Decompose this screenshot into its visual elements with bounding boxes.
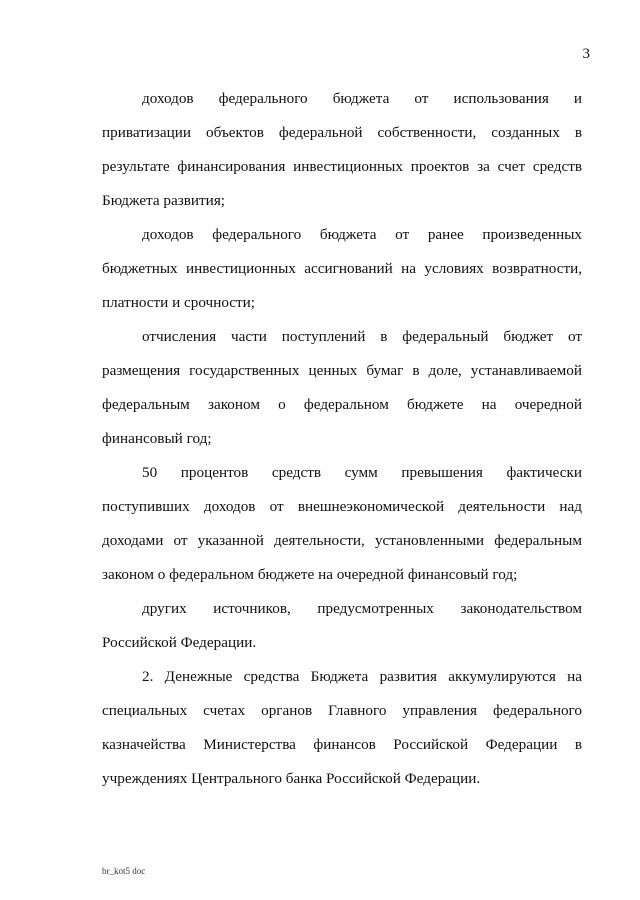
text-line: результате финансирования инвестиционных проектов за счет средств [102,158,582,175]
text-line: казначейства Министерства финансов Российской Федерации в [102,736,582,753]
paragraph-budget-income-allocations [102,218,582,320]
text-line: бюджетных инвестиционных ассигнований на условиях возвратности, [102,260,582,277]
text-line: финансовый год; [102,430,212,447]
text-line: законом о федеральном бюджете на очередной финансовый год; [102,566,518,583]
footer-filename: br_kot5 doc [102,866,146,876]
text-line: отчисления части поступлений в федеральный бюджет от [142,328,582,345]
text-line: доходов федерального бюджета от использования и [142,90,582,107]
paragraph-securities-deductions [102,320,582,456]
text-line: платности и срочности; [102,294,256,311]
text-line: Бюджета развития; [102,192,226,209]
text-line: доходами от указанной деятельности, установленными федеральным [102,532,582,549]
text-line: 2. Денежные средства Бюджета развития аккумулируются на [142,668,582,685]
text-line: размещения государственных ценных бумаг в доле, устанавливаемой [102,362,582,379]
paragraph-other-sources [102,592,582,660]
text-line: учреждениях Центрального банка Российской Федерации. [102,770,481,787]
page-number: 3 [582,46,590,62]
text-line: 50 процентов средств сумм превышения фактически [142,464,582,481]
text-line: других источников, предусмотренных законодательством [142,600,582,617]
text-line: Российской Федерации. [102,634,257,651]
text-line: доходов федерального бюджета от ранее произведенных [142,226,582,243]
text-line: федеральным законом о федеральном бюджете на очередной [102,396,582,413]
text-line: специальных счетах органов Главного управления федерального [102,702,582,719]
paragraph-budget-income-privatization [102,82,582,218]
paragraph-foreign-trade-surplus [102,456,582,592]
text-line: приватизации объектов федеральной собственности, созданных в [102,124,582,141]
paragraph-section-2-accounts [102,660,582,796]
document-body [102,82,582,796]
text-line: поступивших доходов от внешнеэкономической деятельности над [102,498,582,515]
